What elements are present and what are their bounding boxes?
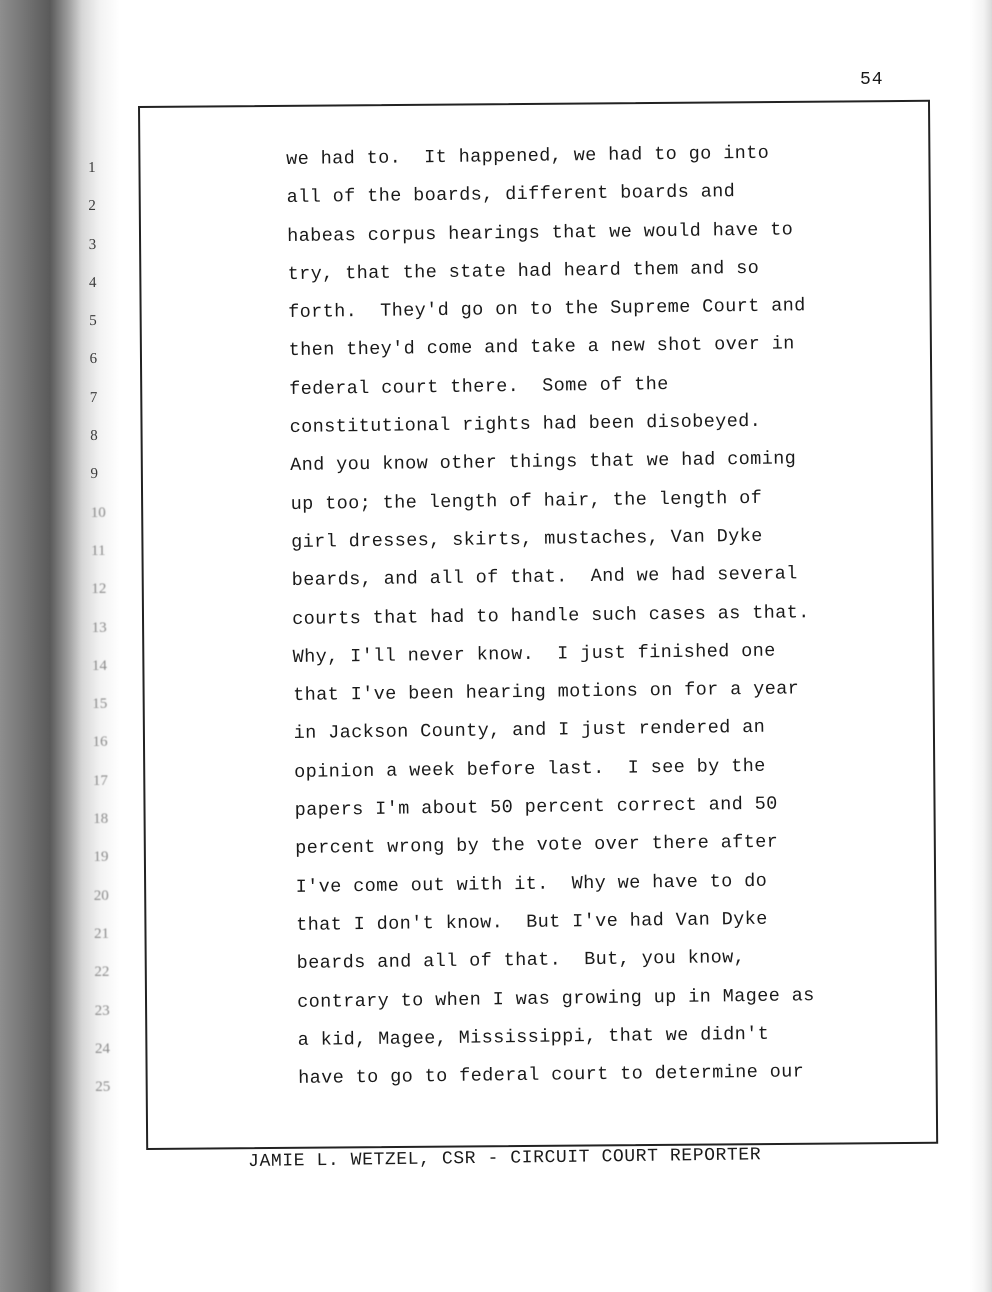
- line-number: 17: [92, 772, 108, 789]
- transcript-line: beards and all of that. But, you know,: [296, 947, 746, 975]
- transcript-line: have to go to federal court to determine our: [298, 1061, 805, 1090]
- transcript-line: percent wrong by the vote over there after: [295, 831, 779, 860]
- line-number: 6: [89, 351, 98, 368]
- line-number: 10: [90, 504, 106, 521]
- line-number: 4: [88, 274, 97, 291]
- transcript-line: And you know other things that we had coming: [290, 448, 797, 477]
- line-number: 14: [91, 657, 108, 674]
- transcript-text: [286, 140, 918, 1105]
- line-number: 2: [88, 198, 96, 215]
- transcript-line: that I've been hearing motions on for a year: [293, 678, 800, 707]
- line-number: 20: [93, 887, 109, 904]
- line-number: 22: [94, 964, 110, 981]
- transcript-line: try, that the state had heard them and so: [287, 257, 760, 285]
- line-number: 3: [88, 236, 97, 253]
- line-number-column: [88, 160, 130, 1118]
- line-number: 8: [90, 428, 98, 445]
- line-number: 23: [94, 1002, 110, 1019]
- line-number: 19: [93, 849, 109, 866]
- page-number: 54: [860, 70, 884, 90]
- transcript-line: papers I'm about 50 percent correct and 50: [294, 793, 778, 821]
- transcript-line: contrary to when I was growing up in Magee as: [297, 984, 815, 1013]
- transcript-line: all of the boards, different boards and: [286, 181, 736, 209]
- transcript-line: forth. They'd go on to the Supreme Court and: [288, 295, 806, 324]
- line-number: 11: [91, 542, 106, 559]
- transcript-line: federal court there. Some of the: [289, 373, 669, 400]
- line-number: 9: [90, 466, 99, 483]
- transcript-line: in Jackson County, and I just rendered an: [293, 717, 766, 745]
- transcript-line: then they'd come and take a new shot over in: [288, 333, 795, 362]
- scan-right-edge: [970, 0, 992, 1292]
- line-number: 16: [92, 734, 108, 751]
- line-number: 25: [95, 1078, 111, 1096]
- transcript-line: a kid, Magee, Mississippi, that we didn't: [297, 1023, 770, 1051]
- transcript-line: opinion a week before last. I see by the: [294, 755, 766, 783]
- line-number: 21: [94, 925, 110, 942]
- transcript-line: habeas corpus hearings that we would have to: [287, 218, 794, 247]
- transcript-line: that I don't know. But I've had Van Dyke: [296, 908, 768, 936]
- line-number: 24: [94, 1040, 111, 1057]
- transcript-line: girl dresses, skirts, mustaches, Van Dyke: [291, 525, 763, 553]
- line-number: 18: [93, 810, 109, 828]
- transcript-line: I've come out with it. Why we have to do: [295, 870, 768, 898]
- line-number: 12: [91, 581, 107, 598]
- transcript-line: we had to. It happened, we had to go into: [286, 142, 770, 170]
- line-number: 1: [88, 159, 96, 176]
- transcript-line: constitutional rights had been disobeyed.: [289, 410, 762, 439]
- transcript-line: up too; the length of hair, the length of: [290, 487, 763, 515]
- line-number: 5: [89, 313, 97, 330]
- line-number: 15: [92, 696, 108, 713]
- line-number: 13: [91, 619, 107, 636]
- transcript-line: beards, and all of that. And we had several: [291, 563, 798, 592]
- reporter-footer: JAMIE L. WETZEL, CSR - CIRCUIT COURT REPORTER: [248, 1145, 762, 1172]
- transcript-line: courts that had to handle such cases as that.: [292, 601, 810, 630]
- line-number: 7: [89, 389, 98, 406]
- transcript-line: Why, I'll never know. I just finished one: [292, 640, 776, 668]
